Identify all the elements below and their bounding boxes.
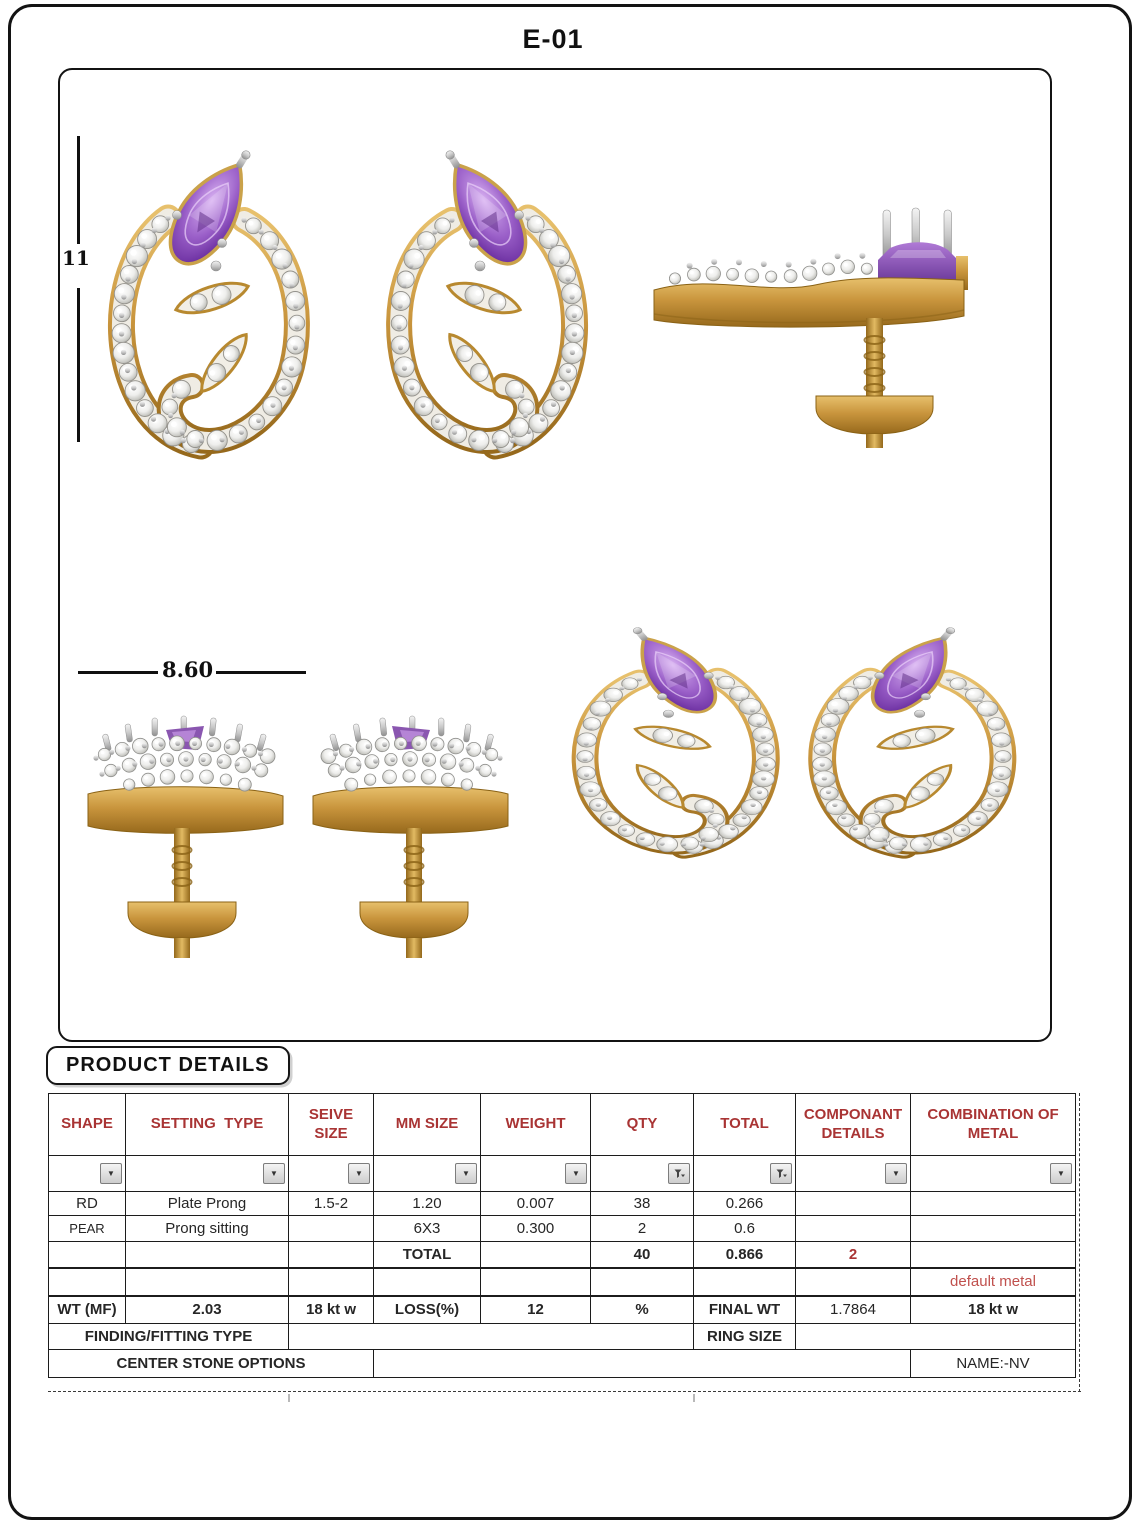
print-area-edge-horizontal	[48, 1391, 1081, 1392]
cell-setting: Prong sitting	[126, 1216, 289, 1242]
earring-side-view	[650, 198, 970, 448]
loss-label: LOSS(%)	[374, 1296, 481, 1324]
final-wt-label: FINAL WT	[694, 1296, 796, 1324]
col-header-qty: QTY	[591, 1094, 694, 1156]
dropdown-arrow-icon: ▼	[572, 1169, 580, 1178]
cell-qty: 38	[591, 1192, 694, 1216]
cell-total: 0.266	[694, 1192, 796, 1216]
gridline-tick	[693, 1394, 695, 1402]
cell-shape: RD	[49, 1192, 126, 1216]
total-componant: 2	[796, 1242, 911, 1268]
final-metal: 18 kt w	[911, 1296, 1076, 1324]
cell-combination	[911, 1216, 1076, 1242]
earring-perspective-view-right	[798, 612, 1035, 874]
col-header-setting-type: SETTING TYPE	[126, 1094, 289, 1156]
center-stone-label: CENTER STONE OPTIONS	[49, 1350, 374, 1378]
name-value: NAME:-NV	[911, 1350, 1076, 1378]
earring-back-view-left	[78, 712, 293, 962]
cell-mm: 6X3	[374, 1216, 481, 1242]
gridline-tick	[288, 1394, 290, 1402]
width-dimension-line-left	[78, 671, 158, 674]
filter-dropdown-shape[interactable]	[100, 1163, 122, 1184]
col-header-combination-of-metal: COMBINATION OF METAL	[911, 1094, 1076, 1156]
center-stone-value	[374, 1350, 911, 1378]
table-header-row	[49, 1094, 1076, 1156]
dropdown-arrow-icon: ▼	[1057, 1169, 1065, 1178]
earring-front-view-right	[368, 130, 598, 480]
cell-seive	[289, 1216, 374, 1242]
cell-qty: 2	[591, 1216, 694, 1242]
filter-dropdown-componant[interactable]	[885, 1163, 907, 1184]
earring-perspective-view-left	[553, 612, 790, 874]
print-area-edge-vertical	[1079, 1093, 1080, 1392]
dropdown-arrow-icon: ▼	[107, 1169, 115, 1178]
filter-dropdown-mm-size[interactable]	[455, 1163, 477, 1184]
center-stone-row	[49, 1350, 1076, 1378]
table-row	[49, 1216, 1076, 1242]
product-details-heading: PRODUCT DETAILS	[46, 1046, 290, 1085]
product-details-table	[48, 1093, 1076, 1378]
total-qty: 40	[591, 1242, 694, 1268]
cell-setting: Plate Prong	[126, 1192, 289, 1216]
height-dimension-line-top	[77, 136, 80, 244]
cell-componant	[796, 1216, 911, 1242]
col-header-componant-details: COMPONANT DETAILS	[796, 1094, 911, 1156]
finding-fitting-value	[289, 1324, 694, 1350]
loss-unit: %	[591, 1296, 694, 1324]
earring-back-view-right	[303, 712, 518, 962]
col-header-shape: SHAPE	[49, 1094, 126, 1156]
dropdown-arrow-icon: ▼	[270, 1169, 278, 1178]
finding-fitting-label: FINDING/FITTING TYPE	[49, 1324, 289, 1350]
earring-front-view-left	[98, 130, 328, 480]
filter-dropdown-seive-size[interactable]	[348, 1163, 370, 1184]
filter-row	[49, 1156, 1076, 1192]
default-metal-row	[49, 1268, 1076, 1296]
filter-funnel-icon	[674, 1169, 685, 1179]
total-total: 0.866	[694, 1242, 796, 1268]
filter-funnel-icon	[776, 1169, 787, 1179]
height-dimension-label: 11	[62, 246, 90, 270]
col-header-seive-size: SEIVE SIZE	[289, 1094, 374, 1156]
page-title: E-01	[522, 24, 584, 54]
filter-dropdown-combination[interactable]	[1050, 1163, 1072, 1184]
dropdown-arrow-icon: ▼	[462, 1169, 470, 1178]
cell-combination	[911, 1192, 1076, 1216]
height-dimension-line-bottom	[77, 288, 80, 442]
cell-total: 0.6	[694, 1216, 796, 1242]
cell-weight: 0.007	[481, 1192, 591, 1216]
default-metal-label: default metal	[911, 1268, 1076, 1296]
cell-weight: 0.300	[481, 1216, 591, 1242]
cell-mm: 1.20	[374, 1192, 481, 1216]
ring-size-label: RING SIZE	[694, 1324, 796, 1350]
filter-dropdown-setting-type[interactable]	[263, 1163, 285, 1184]
wt-metal: 18 kt w	[289, 1296, 374, 1324]
ring-size-value	[796, 1324, 1076, 1350]
cell-shape: PEAR	[49, 1216, 126, 1242]
width-dimension-label: 8.60	[162, 657, 214, 682]
filter-dropdown-weight[interactable]	[565, 1163, 587, 1184]
total-row	[49, 1242, 1076, 1268]
dropdown-arrow-icon: ▼	[892, 1169, 900, 1178]
cell-seive: 1.5-2	[289, 1192, 374, 1216]
wt-mf-label: WT (MF)	[49, 1296, 126, 1324]
filter-dropdown-qty-filtered[interactable]	[668, 1163, 690, 1184]
wt-mf-value: 2.03	[126, 1296, 289, 1324]
table-row	[49, 1192, 1076, 1216]
finding-row	[49, 1324, 1076, 1350]
col-header-weight: WEIGHT	[481, 1094, 591, 1156]
loss-value: 12	[481, 1296, 591, 1324]
final-wt-value: 1.7864	[796, 1296, 911, 1324]
total-label: TOTAL	[374, 1242, 481, 1268]
weight-summary-row	[49, 1296, 1076, 1324]
width-dimension-line-right	[216, 671, 306, 674]
cell-componant	[796, 1192, 911, 1216]
col-header-total: TOTAL	[694, 1094, 796, 1156]
col-header-mm-size: MM SIZE	[374, 1094, 481, 1156]
filter-dropdown-total-filtered[interactable]	[770, 1163, 792, 1184]
dropdown-arrow-icon: ▼	[355, 1169, 363, 1178]
